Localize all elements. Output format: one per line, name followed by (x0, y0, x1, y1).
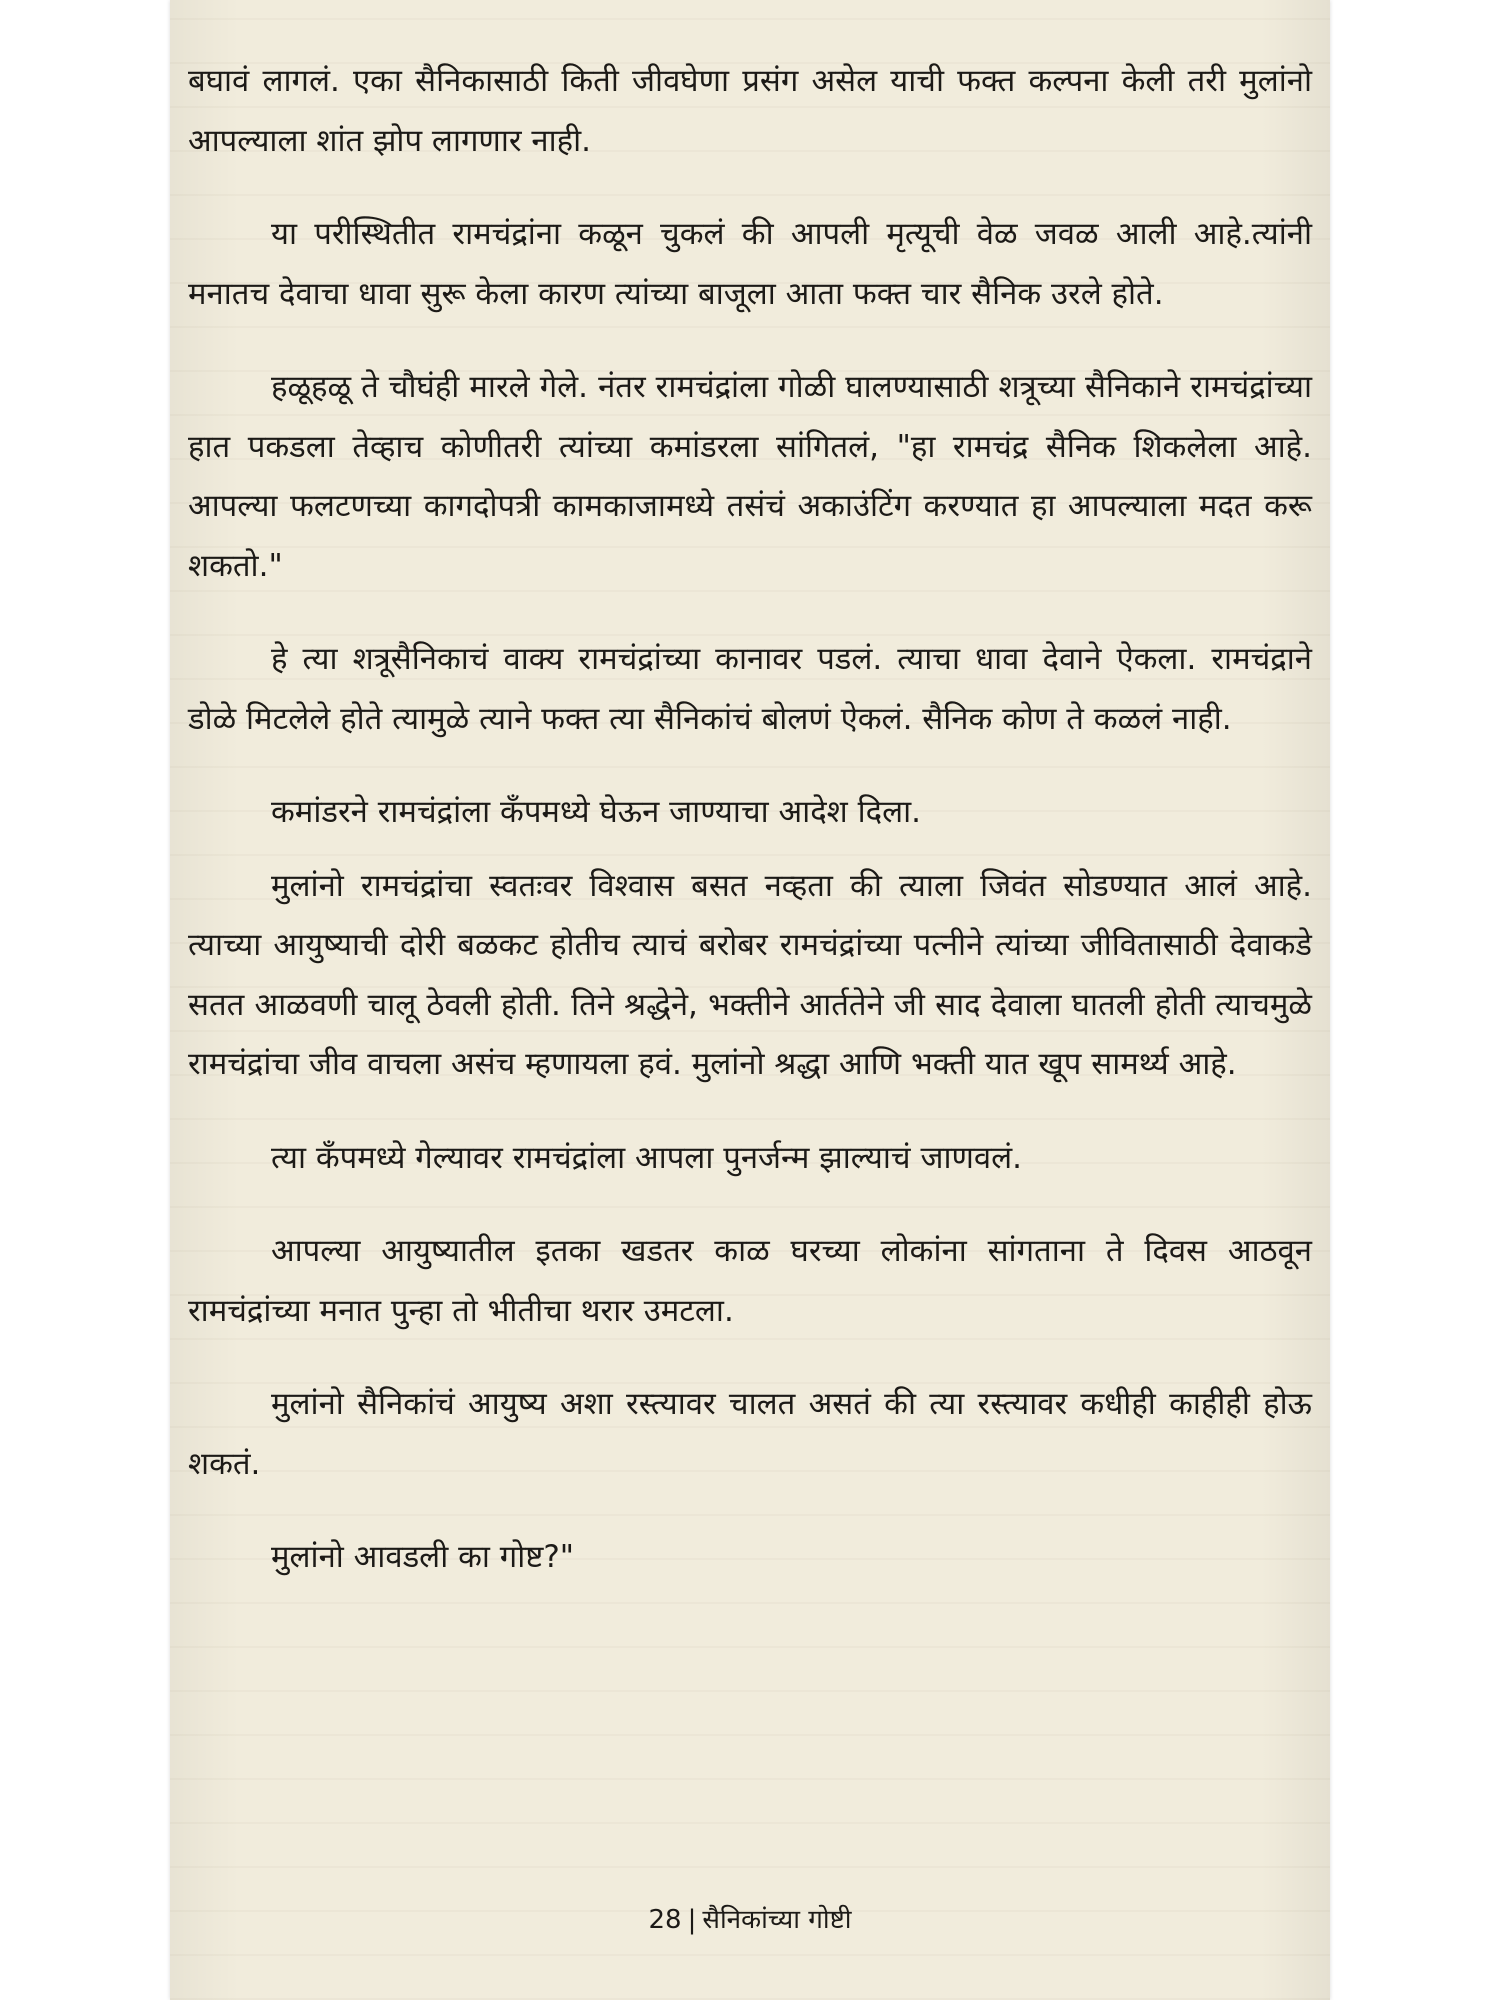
book-page (170, 0, 1330, 2000)
paragraph-1: बघावं लागलं. एका सैनिकासाठी किती जीवघेणा प्रसंग असेल याची फक्त कल्पना केली तरी मुलांनो आपल्याला शांत झोप लागणार नाही. (188, 63, 1312, 159)
paragraph-2: या परीस्थितीत रामचंद्रांना कळून चुकलं की आपली मृत्यूची वेळ जवळ आली आहे.त्यांनी मनातच देवाचा धावा सुरू केला कारण त्यांच्या बाजूला आता फक्त चार सैनिक उरले होते. (188, 216, 1312, 312)
page-body-text (188, 52, 1312, 1588)
paragraph-9: मुलांनो सैनिकांचं आयुष्य अशा रस्त्यावर चालत असतं की त्या रस्त्यावर कधीही काहीही होऊ शकतं. (188, 1386, 1312, 1482)
footer-separator: | (687, 1905, 697, 1935)
page-footer (170, 1900, 1330, 1936)
page-number: 28 (648, 1905, 682, 1935)
paragraph-5: कमांडरने रामचंद्रांला कँपमध्ये घेऊन जाण्याचा आदेश दिला. (271, 794, 921, 830)
paragraph-7: त्या कँपमध्ये गेल्यावर रामचंद्रांला आपला पुनर्जन्म झाल्याचं जाणवलं. (271, 1139, 1023, 1176)
paragraph-3: हळूहळू ते चौघंही मारले गेले. नंतर रामचंद्रांला गोळी घालण्यासाठी शत्रूच्या सैनिकाने रामचंद्रांच्या हात पकडला तेव्हाच कोणीतरी त्यांच्या कमांडरला सांगितलं, "हा रामचंद्र सैनिक शिकलेला आहे. आपल्या फलटणच्या कागदोपत्री कामकाजामध्ये तसंचं अकाउंटिंग करण्यात हा आपल्याला मदत करू शकतो." (188, 369, 1312, 584)
paragraph-10: मुलांनो आवडली का गोष्ट?" (271, 1539, 575, 1575)
paragraph-4: हे त्या शत्रूसैनिकाचं वाक्य रामचंद्रांच्या कानावर पडलं. त्याचा धावा देवाने ऐकला. रामचंद्राने डोळे मिटलेले होते त्यामुळे त्याने फक्त त्या सैनिकांचं बोलणं ऐकलं. सैनिक कोण ते कळलं नाही. (188, 641, 1312, 737)
book-title: सैनिकांच्या गोष्टी (702, 1905, 852, 1935)
paragraph-6: मुलांनो रामचंद्रांचा स्वतःवर विश्वास बसत नव्हता की त्याला जिवंत सोडण्यात आलं आहे. त्याच्या आयुष्याची दोरी बळकट होतीच त्याचं बरोबर रामचंद्रांच्या पत्नीने त्यांच्या जीवितासाठी देवाकडे सतत आळवणी चालू ठेवली होती. तिने श्रद्धेने, भक्तीने आर्ततेने जी साद देवाला घातली होती त्याचमुळे रामचंद्रांचा जीव वाचला असंच म्हणायला हवं. मुलांनो श्रद्धा आणि भक्ती यात खूप सामर्थ्य आहे. (188, 867, 1312, 1082)
paragraph-8: आपल्या आयुष्यातील इतका खडतर काळ घरच्या लोकांना सांगताना ते दिवस आठवून रामचंद्रांच्या मनात पुन्हा तो भीतीचा थरार उमटला. (188, 1233, 1312, 1329)
